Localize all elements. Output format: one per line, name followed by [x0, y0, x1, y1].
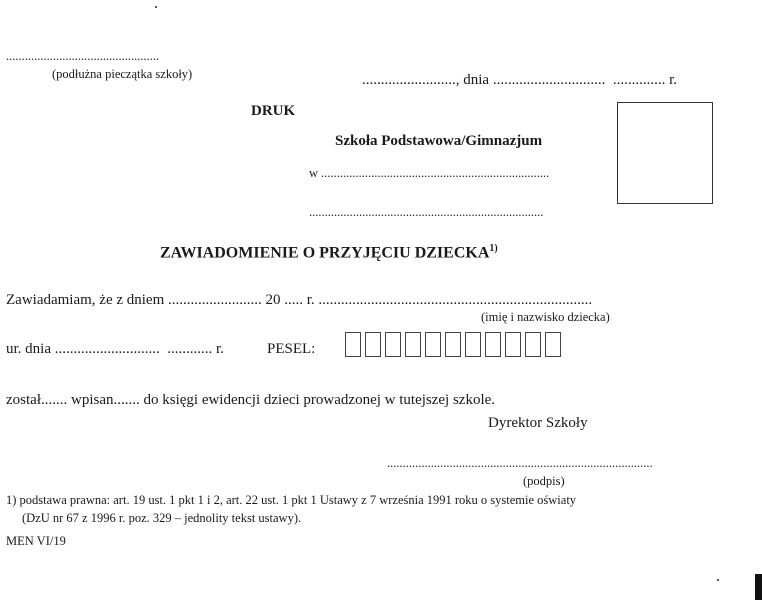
signature-dots[interactable]: ..................................................................................... [387, 456, 653, 470]
photo-stamp-box [617, 102, 713, 204]
signature-label: (podpis) [523, 474, 565, 488]
scan-edge-mark [755, 574, 762, 600]
school-location-line[interactable]: w ......................................................................... [309, 166, 550, 180]
pesel-digit-box[interactable] [465, 332, 481, 357]
form-code: MEN VI/19 [6, 534, 66, 548]
heading-footnote-ref: 1) [489, 243, 498, 254]
birth-date-line[interactable]: ur. dnia ............................ ............ r. [6, 341, 224, 357]
scan-speck [155, 6, 157, 8]
document-heading [160, 243, 498, 262]
stamp-dots: ................................................. [6, 49, 160, 63]
pesel-digit-box[interactable] [405, 332, 421, 357]
pesel-digit-box[interactable] [545, 332, 561, 357]
pesel-label: PESEL: [267, 341, 316, 357]
pesel-digit-box[interactable] [445, 332, 461, 357]
enrolled-line[interactable]: został....... wpisan....... do księgi ewidencji dzieci prowadzonej w tutejszej szkole. [6, 392, 496, 408]
stamp-label: (podłużna pieczątka szkoły) [52, 67, 193, 81]
pesel-digit-box[interactable] [385, 332, 401, 357]
pesel-digit-box[interactable] [485, 332, 501, 357]
pesel-digit-box[interactable] [425, 332, 441, 357]
pesel-boxes[interactable] [345, 332, 561, 357]
pesel-digit-box[interactable] [365, 332, 381, 357]
heading-text: ZAWIADOMIENIE O PRZYJĘCIU DZIECKA [160, 244, 490, 262]
enrollment-date-line[interactable]: Zawiadamiam, że z dniem ......................... 20 ..... r. ......................................................................... [6, 292, 593, 308]
druk-label: DRUK [251, 103, 296, 119]
date-line[interactable]: ........................., dnia .............................. .............. r. [362, 72, 677, 88]
pesel-digit-box[interactable] [525, 332, 541, 357]
child-name-label: (imię i nazwisko dziecka) [481, 310, 610, 324]
school-type: Szkoła Podstawowa/Gimnazjum [335, 133, 543, 149]
footnote-line-1: 1) podstawa prawna: art. 19 ust. 1 pkt 1 i 2, art. 22 ust. 1 pkt 1 Ustawy z 7 września 1991 roku o systemie oświaty [6, 493, 577, 507]
school-address-line[interactable]: ........................................................................... [309, 205, 544, 219]
scan-speck [717, 579, 719, 581]
pesel-digit-box[interactable] [345, 332, 361, 357]
director-title: Dyrektor Szkoły [488, 415, 588, 431]
pesel-digit-box[interactable] [505, 332, 521, 357]
footnote-line-2: (DzU nr 67 z 1996 r. poz. 329 – jednolity tekst ustawy). [22, 511, 302, 525]
